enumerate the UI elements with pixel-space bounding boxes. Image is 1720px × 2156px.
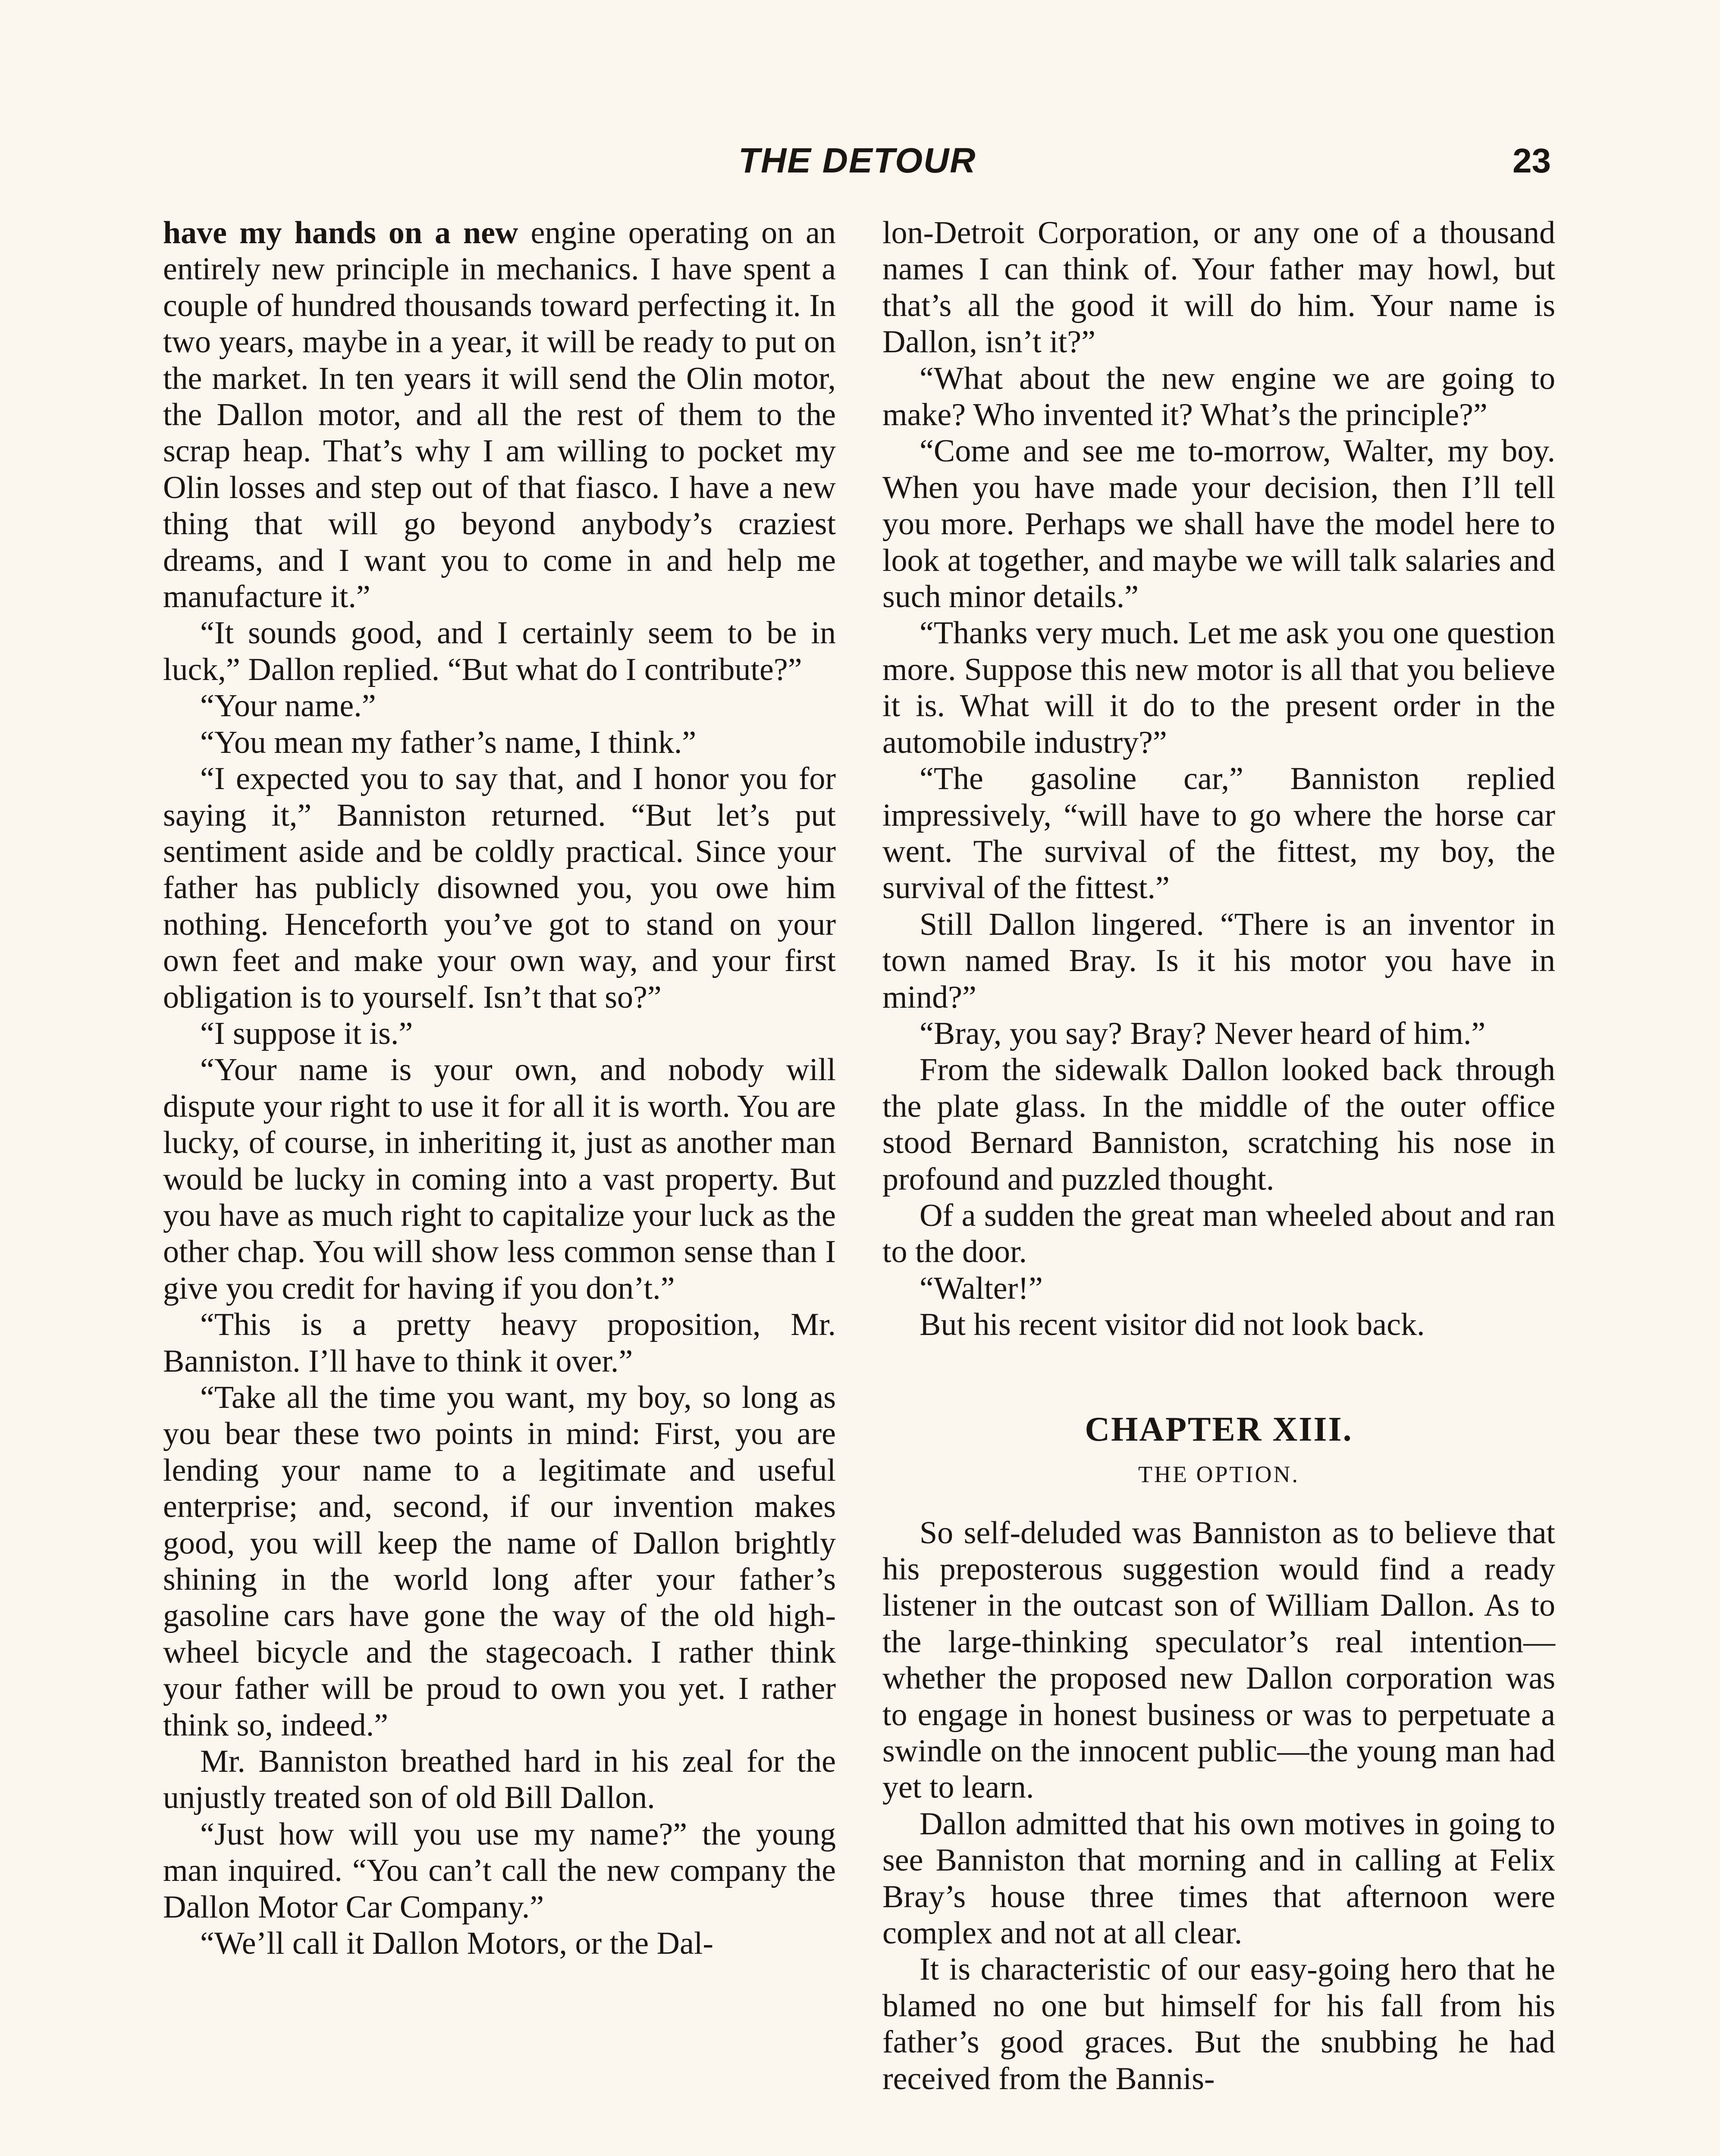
paragraph: “Your name.” (200, 688, 376, 724)
paragraph: “Bray, you say? Bray? Never heard of him.” (920, 1015, 1486, 1051)
paragraph: “Just how will you use my name?” the young man inquired. “You can’t call the new company the Dallon Motor Car Company.” (163, 1816, 836, 1925)
paragraph: “Your name is your own, and nobody will dispute your right to use it for all it is worth. You are lucky, of course, in inheriting it, just as another man would be lucky in coming into a vast property. But you have as much right to capitalize your luck as the other chap. You will show less common sense than I give you credit for having if you don’t.” (163, 1052, 836, 1306)
page-number: 23 (1513, 141, 1551, 180)
lead-in-text: have my hands on a new (163, 215, 518, 251)
running-title: THE DETOUR (738, 141, 976, 180)
paragraph: From the sidewalk Dallon looked back through the plate glass. In the middle of the outer office stood Bernard Banniston, scratching his nose in profound and puzzled thought. (882, 1052, 1555, 1197)
running-header (0, 137, 1720, 189)
paragraph: “Thanks very much. Let me ask you one question more. Suppose this new motor is all that you believe it is. What will it do to the present order in the automobile industry?” (882, 615, 1555, 760)
paragraph: “I expected you to say that, and I honor you for saying it,” Banniston returned. “But let’s put sentiment aside and be coldly practical. Since your father has publicly disowned you, you owe him nothing. Henceforth you’ve got to stand on your own feet and make your own way, and your first obligation is to yourself. Isn’t that so?” (163, 761, 836, 1015)
paragraph: So self-deluded was Banniston as to believe that his preposterous suggestion would find a ready listener in the outcast son of William Dallon. As to the large-thinking speculator’s real intention—whether the proposed new Dallon corporation was to engage in honest business or was to perpetuate a swindle on the innocent public—the young man had yet to learn. (882, 1515, 1555, 1805)
paragraph: lon-Detroit Corporation, or any one of a thousand names I can think of. Your father may howl, but that’s all the good it will do him. Your name is Dallon, isn’t it?” (882, 215, 1555, 360)
paragraph: Still Dallon lingered. “There is an inventor in town named Bray. Is it his motor you have in mind?” (882, 906, 1555, 1015)
paragraph-text: engine operating on an entirely new principle in mechanics. I have spent a couple of hundred thousands toward perfecting it. In two years, maybe in a year, it will be ready to put on the market. In ten years it will send the Olin motor, the Dallon motor, and all the rest of them to the scrap heap. That’s why I am willing to pocket my Olin losses and step out of that fiasco. I have a new thing that will go beyond anybody’s craziest dreams, and I want you to come in and help me manufacture it.” (163, 215, 836, 615)
paragraph: “What about the new engine we are going to make? Who invented it? What’s the principle?” (882, 360, 1555, 433)
paragraph (163, 215, 836, 615)
paragraph: Of a sudden the great man wheeled about and ran to the door. (882, 1197, 1555, 1270)
paragraph: “I suppose it is.” (200, 1015, 413, 1051)
paragraph: “We’ll call it Dallon Motors, or the Dal- (200, 1926, 714, 1962)
paragraph: “This is a pretty heavy proposition, Mr. Banniston. I’ll have to think it over.” (163, 1307, 836, 1379)
left-column (163, 215, 836, 1962)
paragraph: “Come and see me to-morrow, Walter, my boy. When you have made your decision, then I’ll tell you more. Perhaps we shall have the model here to look at together, and maybe we will talk salaries and such minor details.” (882, 433, 1555, 615)
paragraph: Mr. Banniston breathed hard in his zeal for the unjustly treated son of old Bill Dallon. (163, 1744, 836, 1816)
paragraph: “The gasoline car,” Banniston replied impressively, “will have to go where the horse car went. The survival of the fittest, my boy, the survival of the fittest.” (882, 761, 1555, 906)
paragraph: “Take all the time you want, my boy, so long as you bear these two points in mind: First, you are lending your name to a legitimate and useful enterprise; and, second, if our invention makes good, you will keep the name of Dallon brightly shining in the world long after your father’s gasoline cars have gone the way of the old high-wheel bicycle and the stagecoach. I rather think your father will be proud to own you yet. I rather think so, indeed.” (163, 1380, 836, 1743)
paragraph: But his recent visitor did not look back. (920, 1307, 1425, 1343)
chapter-heading: CHAPTER XIII. (1085, 1410, 1353, 1448)
right-column-text-top (882, 215, 1555, 1343)
chapter-subtitle: THE OPTION. (1138, 1461, 1299, 1487)
paragraph: “You mean my father’s name, I think.” (200, 724, 697, 760)
right-column-text-bottom (882, 1515, 1555, 2097)
paragraph: It is characteristic of our easy-going hero that he blamed no one but himself for his fall from his father’s good graces. But the snubbing he had received from the Bannis- (882, 1952, 1555, 2096)
right-column (882, 215, 1555, 2097)
paragraph: “It sounds good, and I certainly seem to be in luck,” Dallon replied. “But what do I contribute?” (163, 615, 836, 687)
paragraph: Dallon admitted that his own motives in going to see Banniston that morning and in calling at Felix Bray’s house three times that afternoon were complex and not at all clear. (882, 1806, 1555, 1951)
paragraph: “Walter!” (920, 1270, 1043, 1306)
